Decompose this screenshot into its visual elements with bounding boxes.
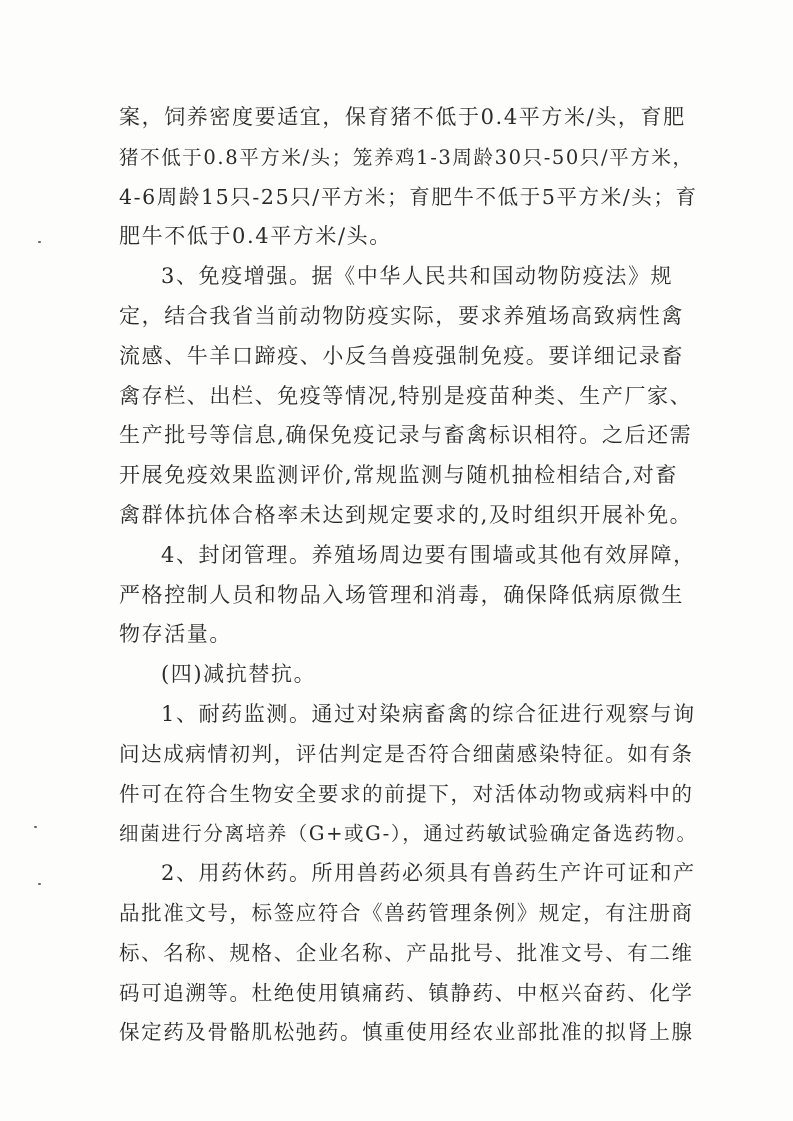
paragraph-start: 4、封闭管理。养殖场周边要有围墙或其他有效屏障， [161, 542, 696, 567]
text-line: 码可追溯等。杜绝使用镇痛药、镇静药、中枢兴奋药、化学 [119, 980, 694, 1005]
paragraph-start: 3、免疫增强。据《中华人民共和国动物防疫法》规 [161, 264, 674, 289]
text-line: 定，结合我省当前动物防疫实际，要求养殖场高致病性禽 [119, 303, 684, 328]
text-line: 开展免疫效果监测评价,常规监测与随机抽检相结合,对畜 [119, 463, 678, 488]
text-line: 保定药及骨骼肌松弛药。慎重使用经农业部批准的拟肾上腺 [119, 1020, 694, 1045]
text-line: 物存活量。 [119, 622, 232, 647]
scan-mark [34, 826, 37, 828]
text-line: 禽群体抗体合格率未达到规定要求的,及时组织开展补免。 [119, 502, 693, 527]
text-line: 标、名称、规格、企业名称、产品批号、批准文号、有二维 [119, 940, 694, 965]
text-line: 案，饲养密度要适宜，保育猪不低于0.4平方米/头，育肥 [119, 105, 686, 129]
text-line: 品批准文号，标签应符合《兽药管理条例》规定，有注册商 [119, 900, 694, 925]
text-line: 生产批号等信息,确保免疫记录与畜禽标识相符。之后还需 [119, 423, 693, 448]
text-line: 猪不低于0.8平方米/头；笼养鸡1-3周龄30只-50只/平方米， [119, 145, 694, 169]
text-line: 4-6周龄15只-25只/平方米；育肥牛不低于5平方米/头；育 [119, 184, 698, 209]
section-heading: (四)减抗替抗。 [161, 662, 317, 687]
document-body [119, 98, 704, 1053]
paragraph-start: 1、耐药监测。通过对染病畜禽的综合征进行观察与询 [161, 701, 696, 726]
scan-mark [38, 883, 41, 885]
scan-mark [38, 241, 41, 243]
text-line: 肥牛不低于0.4平方米/头。 [119, 224, 392, 249]
text-line: 件可在符合生物安全要求的前提下，对活体动物或病料中的 [119, 781, 694, 806]
text-line: 细菌进行分离培养（G+或G-），通过药敏试验确定备选药物。 [119, 822, 698, 846]
paragraph-start: 2、用药休药。所用兽药必须具有兽药生产许可证和产 [161, 861, 696, 886]
text-line: 流感、牛羊口蹄疫、小反刍兽疫强制免疫。要详细记录畜 [119, 343, 684, 368]
text-line: 严格控制人员和物品入场管理和消毒，确保降低病原微生 [119, 582, 684, 607]
text-line: 禽存栏、出栏、免疫等情况,特别是疫苗种类、生产厂家、 [119, 383, 693, 408]
text-line: 问达成病情初判，评估判定是否符合细菌感染特征。如有条 [119, 741, 694, 766]
